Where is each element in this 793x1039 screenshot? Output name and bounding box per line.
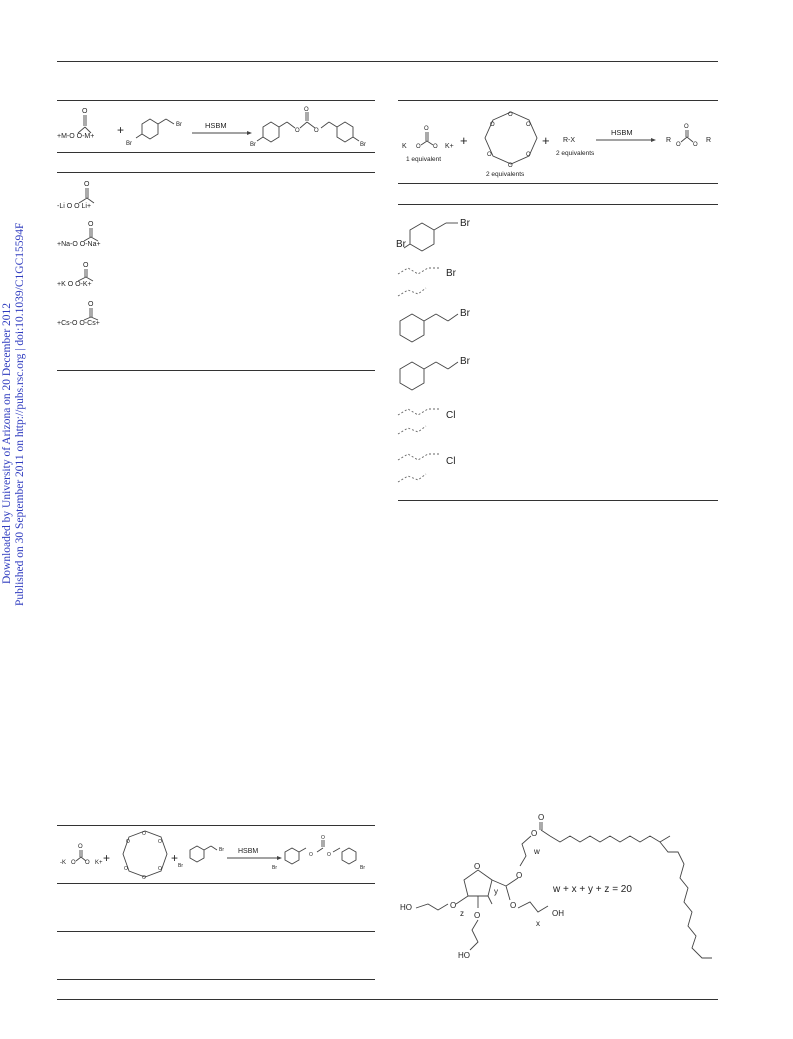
- halide-row-4: [400, 356, 471, 390]
- polysorbate-structure: [398, 808, 718, 968]
- svg-text:O: O: [508, 163, 513, 169]
- svg-text:O: O: [516, 871, 523, 880]
- svg-text:O: O: [314, 128, 319, 134]
- svg-text:O: O: [693, 142, 698, 148]
- scheme2-k-right: K+: [445, 143, 454, 150]
- svg-text:O: O: [321, 835, 325, 841]
- scheme2-crown-ether: [485, 112, 537, 178]
- scheme1-hsbm: HSBM: [205, 121, 227, 130]
- svg-text:O: O: [474, 862, 481, 871]
- downloaded-line: Downloaded by University of Arizona on 20 December 2012: [1, 302, 13, 584]
- table1-header-rule: [57, 152, 375, 153]
- svg-text:Br: Br: [396, 239, 406, 250]
- table3-top-rule: [57, 825, 375, 826]
- scheme2-r-right: R: [706, 137, 712, 144]
- svg-text:O: O: [126, 839, 130, 845]
- svg-text:HSBM: HSBM: [238, 848, 259, 855]
- svg-text:HO: HO: [400, 903, 412, 912]
- table2-subheader-rule: [398, 204, 718, 205]
- svg-text:O: O: [490, 122, 495, 128]
- scheme1-carbonate: +M-O O-M+: [57, 133, 95, 140]
- halide-row-1: [396, 218, 471, 251]
- page-header-rule: [57, 61, 718, 62]
- svg-text:Br: Br: [446, 268, 456, 279]
- table1-carbonates: [57, 178, 177, 338]
- scheme1-carbonyl-o: O: [82, 108, 88, 115]
- svg-text:O: O: [71, 860, 76, 866]
- svg-text:Br: Br: [460, 308, 470, 319]
- table2-halides: [396, 206, 516, 496]
- table3-bottom-rule: [57, 979, 375, 980]
- svg-text:Cl: Cl: [446, 456, 456, 467]
- svg-text:O: O: [526, 122, 531, 128]
- svg-text:K+: K+: [95, 860, 103, 866]
- svg-text:O: O: [474, 911, 481, 920]
- svg-text:O: O: [304, 107, 309, 113]
- svg-text:Br: Br: [178, 863, 183, 869]
- scheme1-reaction: [57, 104, 375, 152]
- svg-text:Br: Br: [272, 865, 277, 871]
- carbonate-row-cs: [57, 301, 100, 327]
- svg-text:z: z: [460, 909, 464, 918]
- svg-text:O: O: [142, 831, 146, 837]
- svg-text:Br: Br: [460, 218, 470, 229]
- svg-text:O: O: [424, 126, 429, 132]
- halide-row-3: [400, 308, 471, 342]
- page-footer-rule: [57, 999, 718, 1000]
- svg-text:O: O: [309, 852, 313, 858]
- published-line[interactable]: Published on 30 September 2011 on http://pubs.rsc.org | doi:10.1039/C1GC15594F: [14, 222, 26, 606]
- svg-text:O: O: [78, 844, 83, 850]
- svg-text:y: y: [494, 887, 498, 896]
- scheme1-prod-br-left: Br: [250, 142, 256, 148]
- svg-text:+: +: [542, 133, 550, 148]
- scheme1-br-b: Br: [126, 141, 132, 147]
- svg-text:O: O: [510, 901, 517, 910]
- scheme2-r-left: R: [666, 137, 672, 144]
- table1-bottom-rule: [57, 370, 375, 371]
- table1-top-rule: [57, 100, 375, 101]
- table2-bottom-rule: [398, 500, 718, 501]
- scheme1-prod-br-right: Br: [360, 142, 366, 148]
- svg-text:O: O: [684, 124, 689, 130]
- polysorbate-sum: w + x + y + z = 20: [553, 884, 632, 895]
- svg-text:Cl: Cl: [446, 410, 456, 421]
- svg-text:O: O: [295, 128, 300, 134]
- scheme2-crown-equiv: 2 equivalents: [486, 171, 525, 178]
- scheme3-reaction: [57, 828, 375, 882]
- svg-text:x: x: [536, 919, 540, 928]
- halide-row-5: [398, 409, 455, 434]
- svg-text:O: O: [142, 875, 146, 881]
- svg-text:O: O: [88, 301, 94, 308]
- svg-text:+: +: [171, 851, 179, 865]
- svg-text:O: O: [158, 866, 162, 872]
- svg-text:O: O: [508, 112, 513, 118]
- carbonate-row-k: [57, 262, 93, 288]
- svg-text:-Li O O Li+: -Li O O Li+: [57, 203, 92, 210]
- scheme2-carbonate-equiv: 1 equivalent: [406, 156, 442, 163]
- svg-text:+Cs-O O-Cs+: +Cs-O O-Cs+: [57, 320, 100, 327]
- svg-text:O: O: [84, 181, 90, 188]
- svg-text:O: O: [433, 144, 438, 150]
- scheme1-br-a: Br: [176, 122, 182, 128]
- scheme1-plus: +: [117, 123, 125, 137]
- halide-row-2: [398, 268, 457, 296]
- table2-top-rule: [398, 100, 718, 101]
- scheme2-rx-equiv: 2 equivalents: [556, 150, 595, 157]
- svg-text:O: O: [88, 221, 94, 228]
- svg-text:O: O: [538, 813, 545, 822]
- carbonate-row-li: [57, 181, 94, 210]
- sidebar-download-info: [0, 0, 35, 620]
- svg-text:O: O: [416, 144, 421, 150]
- svg-text:Br: Br: [219, 847, 224, 853]
- svg-text:O: O: [526, 152, 531, 158]
- scheme2-rx: R-X: [563, 137, 576, 144]
- svg-text:O: O: [450, 901, 457, 910]
- table3-mid-rule: [57, 931, 375, 932]
- svg-text:O: O: [531, 829, 538, 838]
- svg-text:O: O: [676, 142, 681, 148]
- table1-subheader-rule: [57, 172, 375, 173]
- table2-header-rule: [398, 183, 718, 184]
- svg-text:+: +: [103, 851, 111, 865]
- svg-text:O: O: [327, 852, 331, 858]
- svg-text:O: O: [487, 152, 492, 158]
- halide-row-6: [398, 454, 455, 482]
- svg-text:O: O: [85, 860, 90, 866]
- carbonate-row-na: [57, 221, 101, 248]
- svg-text:-K: -K: [60, 860, 66, 866]
- svg-text:OH: OH: [552, 909, 564, 918]
- svg-text:O: O: [158, 839, 162, 845]
- svg-text:+Na-O O-Na+: +Na-O O-Na+: [57, 241, 101, 248]
- scheme2-k-left: K: [402, 143, 407, 150]
- table3-header-rule: [57, 883, 375, 884]
- svg-text:+: +: [460, 133, 468, 148]
- svg-text:w: w: [534, 847, 540, 856]
- svg-text:O: O: [124, 866, 128, 872]
- svg-text:O: O: [83, 262, 89, 269]
- svg-text:Br: Br: [360, 865, 365, 871]
- svg-text:HO: HO: [458, 951, 470, 960]
- scheme2-hsbm: HSBM: [611, 128, 633, 137]
- svg-text:Br: Br: [460, 356, 470, 367]
- scheme2-reaction: [398, 104, 718, 182]
- svg-text:+K O O-K+: +K O O-K+: [57, 281, 92, 288]
